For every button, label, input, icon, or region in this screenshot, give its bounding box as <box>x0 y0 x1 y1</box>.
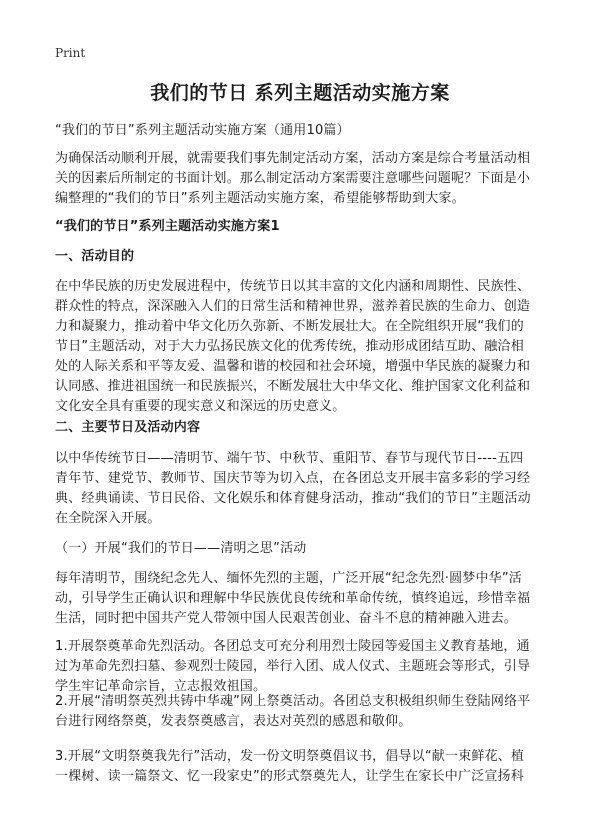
paragraph-line: 认同感、推进祖国统一和民族振兴，不断发展壮大中华文化、维护国家文化利益和 <box>55 379 531 394</box>
paragraph-line: 处的人际关系和平等友爱、温馨和谐的校园和社会环境，增强中华民族的凝聚力和 <box>55 359 531 374</box>
intro-paragraph <box>55 149 555 209</box>
paragraph-line: 编整理的“我们的节日”系列主题活动实施方案，希望能够帮助到大家。 <box>55 191 465 206</box>
list-item <box>55 692 555 732</box>
paragraph-line: 一棵树、读一篇祭文、忆一段家史”的形式祭奠先人，让学生在家长中广泛宣扬科 <box>55 769 524 784</box>
section-heading-festivals <box>55 418 555 438</box>
subtitle-line: “我们的节日”系列主题活动实施方案（通用10篇） <box>55 123 350 138</box>
paragraph-line: 每年清明节，围绕纪念先人、缅怀先烈的主题，广泛开展“纪念先烈·圆梦中华”活 <box>55 571 523 586</box>
paragraph-line: 在中华民族的历史发展进程中，传统节日以其丰富的文化内涵和周期性、民族性、 <box>55 279 531 294</box>
paragraph-line: 学生牢记革命宗旨，立志报效祖国。 <box>55 679 267 694</box>
subsection-heading-text: （一）开展“我们的节日——清明之思”活动 <box>55 541 307 556</box>
festivals-paragraph <box>55 449 555 529</box>
paragraph-line: 关的因素后所制定的书面计划。那么制定活动方案需要注意哪些问题呢？下面是小 <box>55 171 531 186</box>
print-label: Print <box>55 46 86 60</box>
paragraph-line: 过为革命先烈扫墓、参观烈士陵园，举行入团、成人仪式、主题班会等形式，引导 <box>55 659 531 674</box>
plan-heading <box>55 217 555 237</box>
paragraph-line: 3.开展“文明祭奠我先行”活动，发一份文明祭奠倡议书，倡导以“献一束鲜花、植 <box>55 749 525 764</box>
paragraph-line: 力和凝聚力，推动着中华文化历久弥新、不断发展壮大。在全院组织开展“我们的 <box>55 319 524 334</box>
paragraph-line: 典、经典诵读、节日民俗、文化娱乐和体育健身活动，推动“我们的节日”主题活动 <box>55 491 531 506</box>
section-heading-text: 一、活动目的 <box>55 249 135 264</box>
subsection-heading-qingming <box>55 539 555 559</box>
paragraph-line: 青年节、建党节、教师节、国庆节等为切入点，在各团总支开展丰富多彩的学习经 <box>55 471 531 486</box>
list-item <box>55 747 555 787</box>
qingming-paragraph <box>55 569 555 629</box>
paragraph-line: 群众性的特点，深深融入人们的日常生活和精神世界，滋养着民族的生命力、创造 <box>55 299 531 314</box>
paragraph-line: 节日”主题活动，对于大力弘扬民族文化的优秀传统，推动形成团结互助、融洽相 <box>55 339 524 354</box>
paragraph-line: 生活，同时把中国共产党人带领中国人民艰苦创业、奋斗不息的精神融入进去。 <box>55 611 518 626</box>
paragraph-line: 台进行网络祭奠，发表祭奠感言，表达对英烈的感恩和敬仰。 <box>55 714 412 729</box>
paragraph-line: 动，引导学生正确认识和理解中华民族优良传统和革命传统，慎终追远，珍惜幸福 <box>55 591 531 606</box>
list-item <box>55 637 555 697</box>
section-heading-purpose <box>55 247 555 267</box>
paragraph-line: 在全院深入开展。 <box>55 511 161 526</box>
page-title: 我们的节日 系列主题活动实施方案 <box>150 82 450 104</box>
paragraph-line: 以中华传统节日——清明节、端午节、中秋节、重阳节、春节与现代节日----五四 <box>55 451 524 466</box>
paragraph-line: 1.开展祭奠革命先烈活动。各团总支可充分利用烈士陵园等爱国主义教育基地，通 <box>55 639 530 654</box>
section-heading-text: 二、主要节日及活动内容 <box>55 420 201 435</box>
document-subtitle <box>55 121 555 141</box>
paragraph-line: 为确保活动顺利开展，就需要我们事先制定活动方案，活动方案是综合考量活动相 <box>55 151 531 166</box>
plan-heading-text: “我们的节日”系列主题活动实施方案1 <box>55 219 280 234</box>
paragraph-line: 2.开展“清明祭英烈共铸中华魂”网上祭奠活动。各团总支积极组织师生登陆网络平 <box>55 694 531 709</box>
paragraph-line: 文化安全具有重要的现实意义和深远的历史意义。 <box>55 399 346 414</box>
purpose-paragraph <box>55 277 555 417</box>
